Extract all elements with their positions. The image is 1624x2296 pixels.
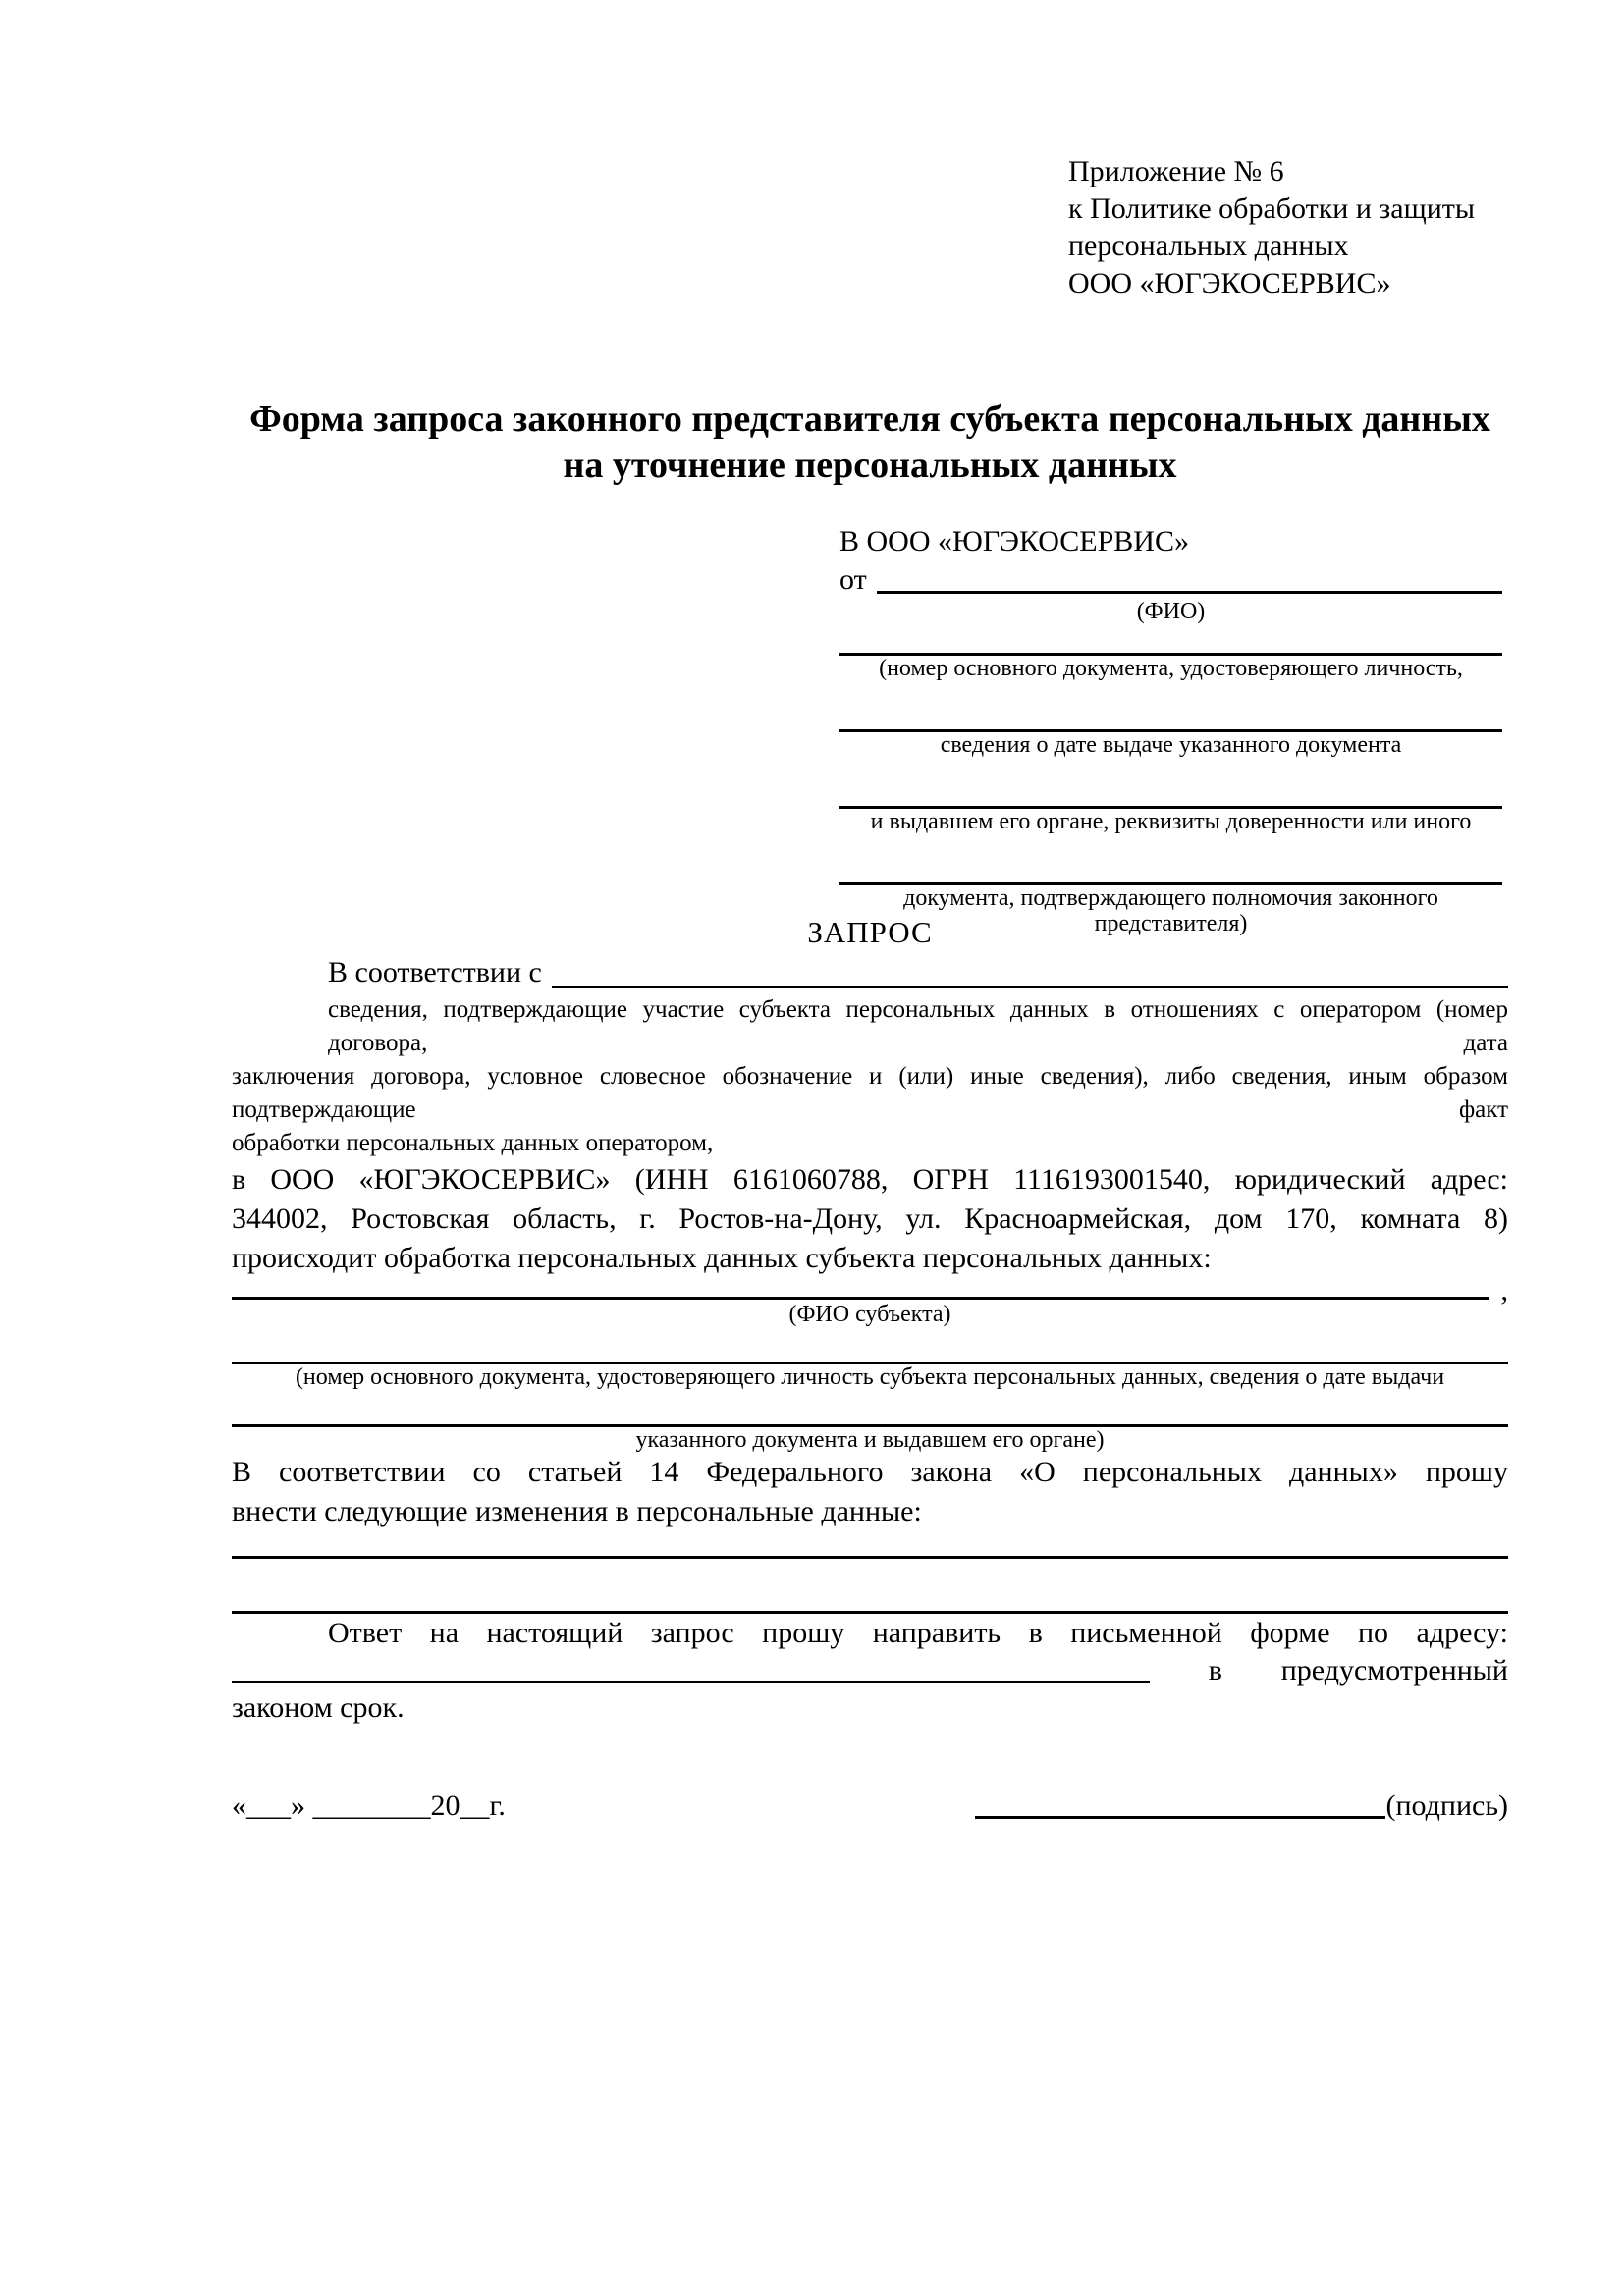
appendix-header-line-3: персональных данных bbox=[1068, 230, 1349, 262]
footnote-line-2: заключения договора, условное словесное обозначение и (или) иные сведения), либо сведения, иным образом подтверждающие факт bbox=[232, 1063, 1508, 1123]
rep-doc-caption-4: документа, подтверждающего полномочия законного представителя) bbox=[903, 885, 1438, 936]
signature-group bbox=[975, 1787, 1508, 1826]
request-heading: ЗАПРОС bbox=[807, 915, 933, 949]
changes-blank-line-1 bbox=[232, 1531, 1508, 1559]
from-label: от bbox=[839, 563, 867, 596]
subject-fio-row bbox=[232, 1274, 1508, 1307]
rep-doc-field-line-3 bbox=[839, 758, 1502, 809]
operator-line-2: 344002, Ростовская область, г. Ростов-на-Дону, ул. Красноармейская, дом 170, комната 8) bbox=[232, 1202, 1508, 1235]
appendix-header bbox=[1068, 153, 1475, 302]
appendix-header-line-1: Приложение № 6 bbox=[1068, 155, 1284, 187]
intro-row bbox=[232, 952, 1508, 993]
operator-line-1: в ООО «ЮГЭКОСЕРВИС» (ИНН 6161060788, ОГРН 1116193001540, юридический адрес: bbox=[232, 1163, 1508, 1196]
subject-doc-caption-2: указанного документа и выдавшем его органе) bbox=[635, 1427, 1105, 1453]
subject-fio-caption: (ФИО субъекта) bbox=[788, 1302, 951, 1327]
changes-blank-line-2 bbox=[232, 1559, 1508, 1614]
addressee-block bbox=[839, 522, 1502, 936]
answer-line-1: Ответ на настоящий запрос прошу направить в письменной форме по адресу: bbox=[328, 1617, 1508, 1649]
appendix-header-line-2: к Политике обработки и защиты bbox=[1068, 192, 1476, 225]
operator-line-3: происходит обработка персональных данных субъекта персональных данных: bbox=[232, 1242, 1212, 1274]
fio-caption: (ФИО) bbox=[1136, 599, 1206, 624]
rep-doc-field-line-1 bbox=[839, 624, 1502, 656]
date-signature-row bbox=[232, 1787, 1508, 1826]
footnote-line-1: сведения, подтверждающие участие субъекта персональных данных в отношениях с оператором (номер договора, дата bbox=[328, 996, 1508, 1056]
request-body bbox=[232, 913, 1508, 1826]
signature-caption: (подпись) bbox=[1385, 1789, 1508, 1822]
trailing-comma: , bbox=[1500, 1274, 1508, 1307]
rep-doc-caption-3: и выдавшем его органе, реквизиты доверенности или иного bbox=[870, 809, 1472, 834]
rep-doc-caption-2: сведения о дате выдаче указанного документа bbox=[940, 732, 1402, 758]
from-row bbox=[839, 561, 1502, 599]
answer-word-due: предусмотренный bbox=[1280, 1654, 1508, 1686]
title-line-2: на уточнение персональных данных bbox=[563, 445, 1177, 486]
subject-doc-line-2 bbox=[232, 1390, 1508, 1427]
title-line-1: Форма запроса законного представителя субъекта персональных данных bbox=[249, 399, 1490, 440]
answer-line-3: законом срок. bbox=[232, 1691, 405, 1724]
from-fill-line bbox=[877, 561, 1502, 594]
answer-address-row bbox=[232, 1653, 1508, 1688]
date-field: «___» ________20__г. bbox=[232, 1789, 506, 1822]
subject-doc-line-1 bbox=[232, 1327, 1508, 1364]
intro-label: В соответствии с bbox=[328, 956, 542, 988]
rep-doc-field-line-2 bbox=[839, 681, 1502, 732]
law-line-1: В соответствии со статьей 14 Федерального закона «О персональных данных» прошу bbox=[232, 1456, 1508, 1488]
signature-line bbox=[975, 1789, 1385, 1819]
subject-doc-caption-1: (номер основного документа, удостоверяющего личность субъекта персональных данных, сведения о дате выдачи bbox=[295, 1364, 1445, 1390]
addressee-organization: В ООО «ЮГЭКОСЕРВИС» bbox=[839, 525, 1189, 558]
address-fill-line bbox=[232, 1654, 1150, 1683]
footnote-line-3: обработки персональных данных оператором, bbox=[232, 1130, 714, 1156]
appendix-header-line-4: ООО «ЮГЭКОСЕРВИС» bbox=[1068, 267, 1391, 299]
document-title bbox=[232, 397, 1508, 489]
intro-fill-line bbox=[552, 952, 1508, 988]
law-line-2: внести следующие изменения в персональные данные: bbox=[232, 1495, 922, 1527]
rep-doc-field-line-4 bbox=[839, 834, 1502, 885]
answer-word-in: в bbox=[1208, 1654, 1222, 1686]
rep-doc-caption-1: (номер основного документа, удостоверяющего личность, bbox=[879, 656, 1463, 681]
subject-fio-line bbox=[232, 1297, 1489, 1300]
